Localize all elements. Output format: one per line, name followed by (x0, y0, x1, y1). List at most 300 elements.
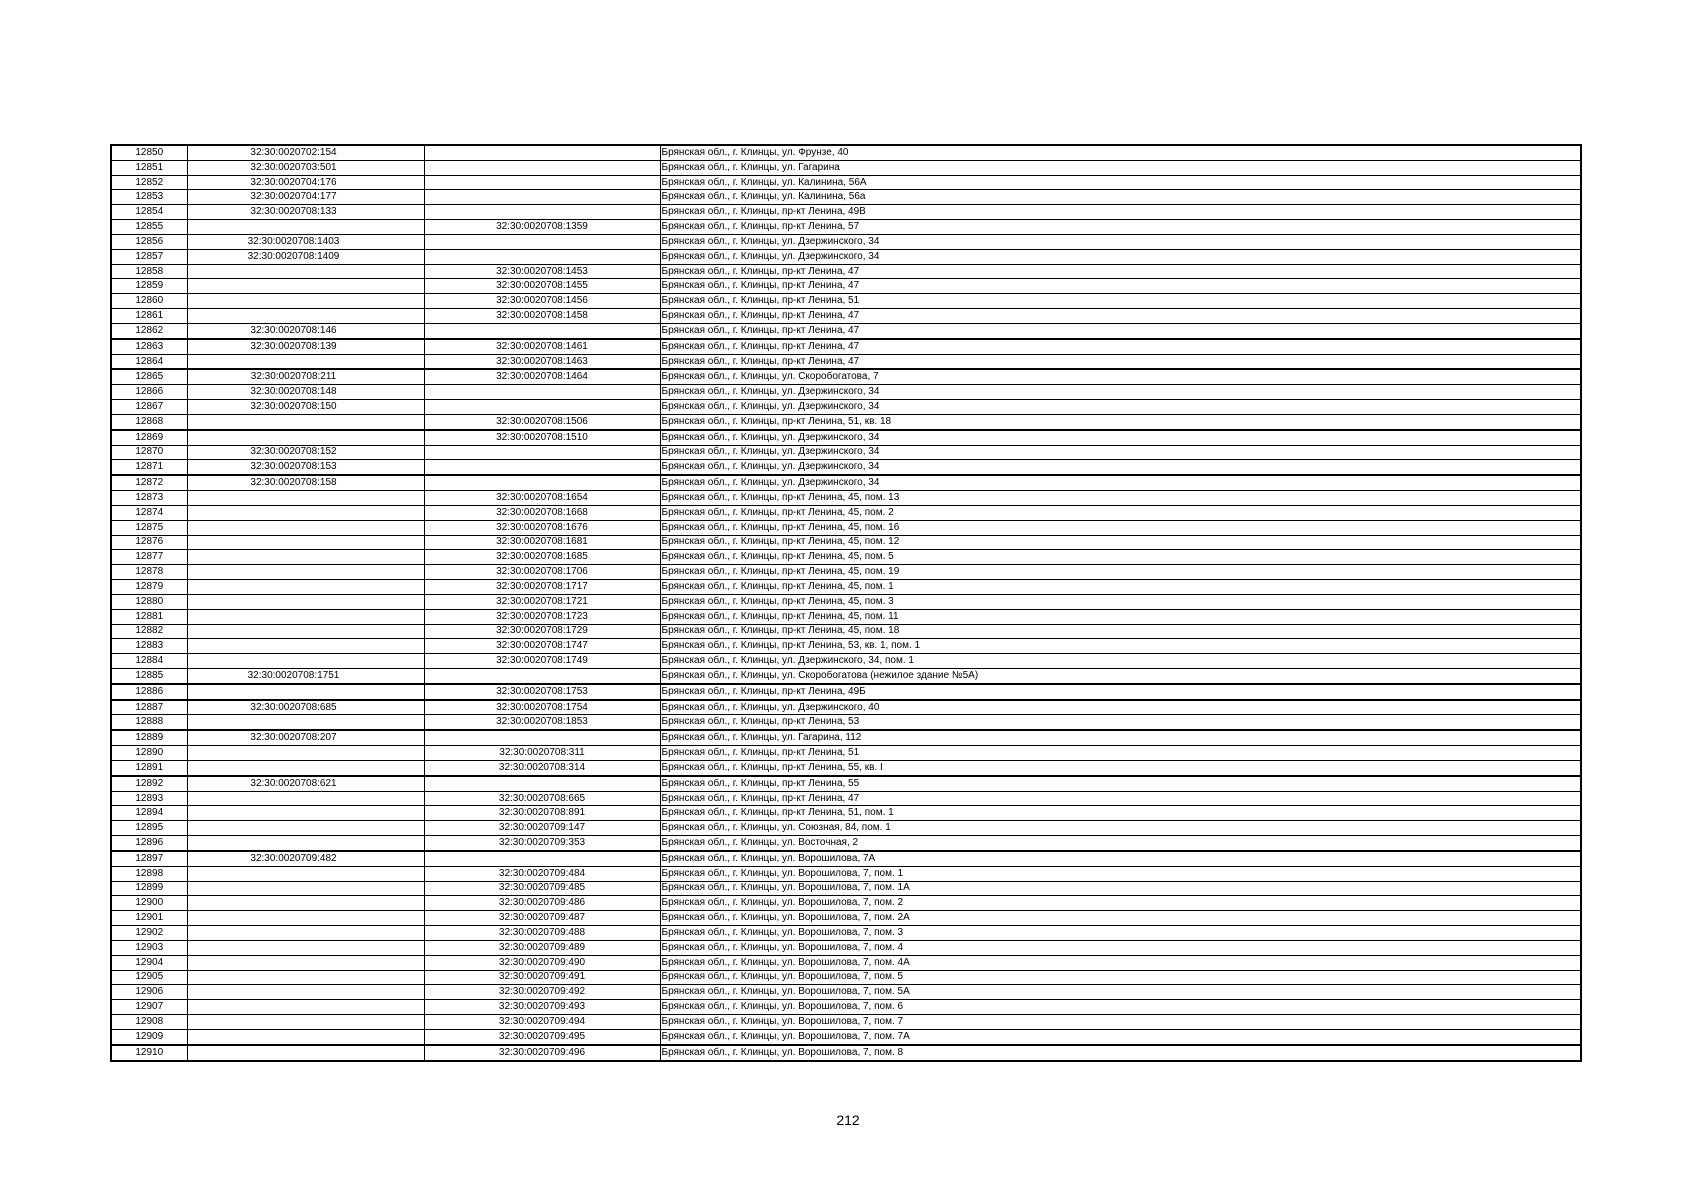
table-row (111, 955, 1581, 970)
table-row (111, 520, 1581, 535)
table-row (111, 1015, 1581, 1030)
row-number-cell: 12886 (111, 684, 187, 700)
table-row (111, 339, 1581, 354)
table-row (111, 580, 1581, 595)
address-cell: Брянская обл., г. Клинцы, ул. Ворошилова, 7, пом. 2А (660, 911, 1581, 926)
property-table (110, 144, 1582, 1062)
building-cadastral-cell: 32:30:0020709:482 (187, 851, 424, 866)
table-row (111, 264, 1581, 279)
row-number-cell: 12878 (111, 565, 187, 580)
address-cell: Брянская обл., г. Клинцы, пр-кт Ленина, 45, пом. 3 (660, 594, 1581, 609)
table-row (111, 414, 1581, 429)
building-cadastral-cell (187, 264, 424, 279)
building-cadastral-cell: 32:30:0020708:1409 (187, 249, 424, 264)
row-number-cell: 12898 (111, 866, 187, 881)
building-cadastral-cell (187, 926, 424, 941)
table-row (111, 430, 1581, 445)
address-cell: Брянская обл., г. Клинцы, ул. Дзержинского, 34 (660, 445, 1581, 460)
building-cadastral-cell (187, 955, 424, 970)
address-cell: Брянская обл., г. Клинцы, ул. Ворошилова, 7, пом. 8 (660, 1045, 1581, 1061)
address-cell: Брянская обл., г. Клинцы, ул. Дзержинского, 40 (660, 700, 1581, 715)
premises-cadastral-cell: 32:30:0020708:1359 (424, 220, 660, 235)
address-cell: Брянская обл., г. Клинцы, ул. Союзная, 84, пом. 1 (660, 821, 1581, 836)
premises-cadastral-cell: 32:30:0020708:1721 (424, 594, 660, 609)
address-cell: Брянская обл., г. Клинцы, ул. Дзержинского, 34 (660, 385, 1581, 400)
address-cell: Брянская обл., г. Клинцы, ул. Ворошилова, 7А (660, 851, 1581, 866)
address-cell: Брянская обл., г. Клинцы, ул. Ворошилова, 7, пом. 1 (660, 866, 1581, 881)
address-cell: Брянская обл., г. Клинцы, ул. Дзержинского, 34 (660, 475, 1581, 490)
address-cell: Брянская обл., г. Клинцы, пр-кт Ленина, 45, пом. 12 (660, 535, 1581, 550)
premises-cadastral-cell: 32:30:0020708:665 (424, 791, 660, 806)
row-number-cell: 12876 (111, 535, 187, 550)
table-row (111, 926, 1581, 941)
address-cell: Брянская обл., г. Клинцы, пр-кт Ленина, 47 (660, 791, 1581, 806)
address-cell: Брянская обл., г. Клинцы, пр-кт Ленина, 51 (660, 294, 1581, 309)
row-number-cell: 12865 (111, 369, 187, 384)
premises-cadastral-cell: 32:30:0020708:1676 (424, 520, 660, 535)
building-cadastral-cell (187, 294, 424, 309)
row-number-cell: 12888 (111, 715, 187, 730)
address-cell: Брянская обл., г. Клинцы, пр-кт Ленина, 47 (660, 354, 1581, 369)
row-number-cell: 12858 (111, 264, 187, 279)
row-number-cell: 12880 (111, 594, 187, 609)
building-cadastral-cell (187, 279, 424, 294)
premises-cadastral-cell (424, 460, 660, 475)
address-cell: Брянская обл., г. Клинцы, ул. Калинина, 56А (660, 175, 1581, 190)
table-row (111, 369, 1581, 384)
premises-cadastral-cell: 32:30:0020708:1461 (424, 339, 660, 354)
row-number-cell: 12906 (111, 985, 187, 1000)
building-cadastral-cell: 32:30:0020708:621 (187, 776, 424, 791)
premises-cadastral-cell: 32:30:0020708:1717 (424, 580, 660, 595)
row-number-cell: 12869 (111, 430, 187, 445)
building-cadastral-cell (187, 535, 424, 550)
row-number-cell: 12856 (111, 234, 187, 249)
building-cadastral-cell (187, 684, 424, 700)
premises-cadastral-cell: 32:30:0020708:1753 (424, 684, 660, 700)
building-cadastral-cell: 32:30:0020704:177 (187, 190, 424, 205)
table-row (111, 460, 1581, 475)
table-row (111, 279, 1581, 294)
premises-cadastral-cell: 32:30:0020709:488 (424, 926, 660, 941)
building-cadastral-cell (187, 911, 424, 926)
address-cell: Брянская обл., г. Клинцы, пр-кт Ленина, 53 (660, 715, 1581, 730)
table-row (111, 609, 1581, 624)
table-row (111, 911, 1581, 926)
table-row (111, 323, 1581, 338)
address-cell: Брянская обл., г. Клинцы, ул. Фрунзе, 40 (660, 145, 1581, 160)
row-number-cell: 12860 (111, 294, 187, 309)
premises-cadastral-cell (424, 730, 660, 745)
table-row (111, 715, 1581, 730)
building-cadastral-cell (187, 715, 424, 730)
table-row (111, 881, 1581, 896)
building-cadastral-cell (187, 505, 424, 520)
premises-cadastral-cell: 32:30:0020709:487 (424, 911, 660, 926)
table-row (111, 205, 1581, 220)
building-cadastral-cell: 32:30:0020708:150 (187, 400, 424, 415)
premises-cadastral-cell (424, 249, 660, 264)
table-row (111, 550, 1581, 565)
table-row (111, 668, 1581, 683)
building-cadastral-cell (187, 806, 424, 821)
address-cell: Брянская обл., г. Клинцы, пр-кт Ленина, 45, пом. 16 (660, 520, 1581, 535)
premises-cadastral-cell: 32:30:0020708:1685 (424, 550, 660, 565)
premises-cadastral-cell: 32:30:0020708:1464 (424, 369, 660, 384)
row-number-cell: 12850 (111, 145, 187, 160)
address-cell: Брянская обл., г. Клинцы, ул. Дзержинского, 34 (660, 249, 1581, 264)
row-number-cell: 12892 (111, 776, 187, 791)
table-row (111, 654, 1581, 669)
address-cell: Брянская обл., г. Клинцы, пр-кт Ленина, 51 (660, 746, 1581, 761)
address-cell: Брянская обл., г. Клинцы, пр-кт Ленина, 51, пом. 1 (660, 806, 1581, 821)
building-cadastral-cell (187, 220, 424, 235)
table-row (111, 730, 1581, 745)
premises-cadastral-cell (424, 234, 660, 249)
address-cell: Брянская обл., г. Клинцы, пр-кт Ленина, 45, пом. 19 (660, 565, 1581, 580)
building-cadastral-cell: 32:30:0020708:148 (187, 385, 424, 400)
row-number-cell: 12900 (111, 896, 187, 911)
premises-cadastral-cell: 32:30:0020709:494 (424, 1015, 660, 1030)
table-row (111, 684, 1581, 700)
premises-cadastral-cell: 32:30:0020708:311 (424, 746, 660, 761)
address-cell: Брянская обл., г. Клинцы, пр-кт Ленина, 47 (660, 279, 1581, 294)
building-cadastral-cell (187, 354, 424, 369)
address-cell: Брянская обл., г. Клинцы, пр-кт Ленина, 47 (660, 339, 1581, 354)
building-cadastral-cell: 32:30:0020704:176 (187, 175, 424, 190)
building-cadastral-cell (187, 1000, 424, 1015)
building-cadastral-cell: 32:30:0020708:152 (187, 445, 424, 460)
premises-cadastral-cell: 32:30:0020708:1749 (424, 654, 660, 669)
building-cadastral-cell: 32:30:0020702:154 (187, 145, 424, 160)
premises-cadastral-cell: 32:30:0020708:1456 (424, 294, 660, 309)
row-number-cell: 12867 (111, 400, 187, 415)
row-number-cell: 12877 (111, 550, 187, 565)
table-row (111, 249, 1581, 264)
premises-cadastral-cell (424, 323, 660, 338)
row-number-cell: 12870 (111, 445, 187, 460)
building-cadastral-cell (187, 791, 424, 806)
premises-cadastral-cell: 32:30:0020709:486 (424, 896, 660, 911)
premises-cadastral-cell: 32:30:0020708:1453 (424, 264, 660, 279)
row-number-cell: 12868 (111, 414, 187, 429)
premises-cadastral-cell (424, 175, 660, 190)
building-cadastral-cell (187, 609, 424, 624)
row-number-cell: 12903 (111, 940, 187, 955)
building-cadastral-cell: 32:30:0020708:133 (187, 205, 424, 220)
building-cadastral-cell (187, 639, 424, 654)
row-number-cell: 12887 (111, 700, 187, 715)
premises-cadastral-cell: 32:30:0020708:1455 (424, 279, 660, 294)
row-number-cell: 12854 (111, 205, 187, 220)
premises-cadastral-cell (424, 160, 660, 175)
row-number-cell: 12902 (111, 926, 187, 941)
building-cadastral-cell: 32:30:0020708:158 (187, 475, 424, 490)
row-number-cell: 12872 (111, 475, 187, 490)
premises-cadastral-cell: 32:30:0020709:491 (424, 970, 660, 985)
row-number-cell: 12909 (111, 1029, 187, 1044)
address-cell: Брянская обл., г. Клинцы, пр-кт Ленина, 45, пом. 13 (660, 491, 1581, 506)
premises-cadastral-cell: 32:30:0020708:1706 (424, 565, 660, 580)
table-row (111, 746, 1581, 761)
building-cadastral-cell (187, 896, 424, 911)
building-cadastral-cell: 32:30:0020708:1403 (187, 234, 424, 249)
address-cell: Брянская обл., г. Клинцы, ул. Ворошилова, 7, пом. 7А (660, 1029, 1581, 1044)
row-number-cell: 12852 (111, 175, 187, 190)
address-cell: Брянская обл., г. Клинцы, ул. Дзержинского, 34, пом. 1 (660, 654, 1581, 669)
row-number-cell: 12863 (111, 339, 187, 354)
premises-cadastral-cell (424, 475, 660, 490)
table-row (111, 1029, 1581, 1044)
premises-cadastral-cell (424, 190, 660, 205)
address-cell: Брянская обл., г. Клинцы, ул. Ворошилова, 7, пом. 4 (660, 940, 1581, 955)
building-cadastral-cell (187, 746, 424, 761)
building-cadastral-cell (187, 309, 424, 324)
premises-cadastral-cell: 32:30:0020708:1729 (424, 624, 660, 639)
address-cell: Брянская обл., г. Клинцы, пр-кт Ленина, 49Б (660, 684, 1581, 700)
building-cadastral-cell (187, 940, 424, 955)
address-cell: Брянская обл., г. Клинцы, ул. Дзержинского, 34 (660, 400, 1581, 415)
table-body (111, 145, 1581, 1061)
table-row (111, 475, 1581, 490)
address-cell: Брянская обл., г. Клинцы, ул. Гагарина (660, 160, 1581, 175)
building-cadastral-cell (187, 821, 424, 836)
address-cell: Брянская обл., г. Клинцы, пр-кт Ленина, 55, кв. I (660, 760, 1581, 775)
building-cadastral-cell (187, 430, 424, 445)
building-cadastral-cell: 32:30:0020703:501 (187, 160, 424, 175)
building-cadastral-cell: 32:30:0020708:211 (187, 369, 424, 384)
row-number-cell: 12884 (111, 654, 187, 669)
address-cell: Брянская обл., г. Клинцы, ул. Гагарина, 112 (660, 730, 1581, 745)
address-cell: Брянская обл., г. Клинцы, ул. Дзержинского, 34 (660, 430, 1581, 445)
row-number-cell: 12866 (111, 385, 187, 400)
building-cadastral-cell (187, 1029, 424, 1044)
table-row (111, 940, 1581, 955)
table-row (111, 970, 1581, 985)
premises-cadastral-cell: 32:30:0020708:1681 (424, 535, 660, 550)
address-cell: Брянская обл., г. Клинцы, пр-кт Ленина, 55 (660, 776, 1581, 791)
building-cadastral-cell: 32:30:0020708:153 (187, 460, 424, 475)
row-number-cell: 12851 (111, 160, 187, 175)
row-number-cell: 12864 (111, 354, 187, 369)
table-row (111, 505, 1581, 520)
address-cell: Брянская обл., г. Клинцы, ул. Ворошилова, 7, пом. 5 (660, 970, 1581, 985)
building-cadastral-cell (187, 1045, 424, 1061)
premises-cadastral-cell: 32:30:0020709:353 (424, 836, 660, 851)
address-cell: Брянская обл., г. Клинцы, пр-кт Ленина, 53, кв. 1, пом. 1 (660, 639, 1581, 654)
address-cell: Брянская обл., г. Клинцы, пр-кт Ленина, 47 (660, 264, 1581, 279)
address-cell: Брянская обл., г. Клинцы, ул. Калинина, 56а (660, 190, 1581, 205)
premises-cadastral-cell (424, 400, 660, 415)
table-row (111, 491, 1581, 506)
premises-cadastral-cell: 32:30:0020708:1506 (424, 414, 660, 429)
row-number-cell: 12894 (111, 806, 187, 821)
premises-cadastral-cell: 32:30:0020709:495 (424, 1029, 660, 1044)
premises-cadastral-cell: 32:30:0020708:1853 (424, 715, 660, 730)
row-number-cell: 12901 (111, 911, 187, 926)
premises-cadastral-cell: 32:30:0020709:496 (424, 1045, 660, 1061)
row-number-cell: 12883 (111, 639, 187, 654)
row-number-cell: 12885 (111, 668, 187, 683)
address-cell: Брянская обл., г. Клинцы, пр-кт Ленина, 45, пом. 18 (660, 624, 1581, 639)
premises-cadastral-cell: 32:30:0020708:1458 (424, 309, 660, 324)
building-cadastral-cell (187, 836, 424, 851)
table-row (111, 594, 1581, 609)
address-cell: Брянская обл., г. Клинцы, пр-кт Ленина, 51, кв. 18 (660, 414, 1581, 429)
table-row (111, 445, 1581, 460)
building-cadastral-cell: 32:30:0020708:207 (187, 730, 424, 745)
row-number-cell: 12855 (111, 220, 187, 235)
building-cadastral-cell (187, 760, 424, 775)
table-row (111, 836, 1581, 851)
row-number-cell: 12895 (111, 821, 187, 836)
building-cadastral-cell: 32:30:0020708:1751 (187, 668, 424, 683)
address-cell: Брянская обл., г. Клинцы, ул. Скоробогатова, 7 (660, 369, 1581, 384)
building-cadastral-cell (187, 580, 424, 595)
address-cell: Брянская обл., г. Клинцы, пр-кт Ленина, 57 (660, 220, 1581, 235)
building-cadastral-cell (187, 414, 424, 429)
premises-cadastral-cell: 32:30:0020708:1754 (424, 700, 660, 715)
table-row (111, 309, 1581, 324)
table-row (111, 385, 1581, 400)
table-row (111, 639, 1581, 654)
row-number-cell: 12907 (111, 1000, 187, 1015)
table-row (111, 700, 1581, 715)
building-cadastral-cell (187, 970, 424, 985)
premises-cadastral-cell (424, 776, 660, 791)
table-row (111, 851, 1581, 866)
row-number-cell: 12893 (111, 791, 187, 806)
address-cell: Брянская обл., г. Клинцы, ул. Скоробогатова (нежилое здание №5А) (660, 668, 1581, 683)
row-number-cell: 12910 (111, 1045, 187, 1061)
premises-cadastral-cell: 32:30:0020708:1463 (424, 354, 660, 369)
table-row (111, 776, 1581, 791)
premises-cadastral-cell (424, 205, 660, 220)
row-number-cell: 12853 (111, 190, 187, 205)
premises-cadastral-cell (424, 851, 660, 866)
row-number-cell: 12861 (111, 309, 187, 324)
table-row (111, 175, 1581, 190)
premises-cadastral-cell: 32:30:0020708:891 (424, 806, 660, 821)
row-number-cell: 12857 (111, 249, 187, 264)
row-number-cell: 12891 (111, 760, 187, 775)
address-cell: Брянская обл., г. Клинцы, ул. Ворошилова, 7, пом. 2 (660, 896, 1581, 911)
row-number-cell: 12873 (111, 491, 187, 506)
table-row (111, 896, 1581, 911)
table-row (111, 565, 1581, 580)
building-cadastral-cell (187, 881, 424, 896)
premises-cadastral-cell: 32:30:0020708:1654 (424, 491, 660, 506)
building-cadastral-cell (187, 550, 424, 565)
row-number-cell: 12871 (111, 460, 187, 475)
address-cell: Брянская обл., г. Клинцы, пр-кт Ленина, 49В (660, 205, 1581, 220)
address-cell: Брянская обл., г. Клинцы, ул. Восточная, 2 (660, 836, 1581, 851)
table-row (111, 294, 1581, 309)
row-number-cell: 12904 (111, 955, 187, 970)
premises-cadastral-cell: 32:30:0020708:1723 (424, 609, 660, 624)
table-row (111, 1045, 1581, 1061)
premises-cadastral-cell (424, 145, 660, 160)
row-number-cell: 12889 (111, 730, 187, 745)
building-cadastral-cell: 32:30:0020708:685 (187, 700, 424, 715)
address-cell: Брянская обл., г. Клинцы, ул. Ворошилова, 7, пом. 7 (660, 1015, 1581, 1030)
row-number-cell: 12874 (111, 505, 187, 520)
premises-cadastral-cell: 32:30:0020708:1747 (424, 639, 660, 654)
premises-cadastral-cell: 32:30:0020709:493 (424, 1000, 660, 1015)
page-number: 212 (836, 1112, 860, 1128)
premises-cadastral-cell: 32:30:0020709:492 (424, 985, 660, 1000)
premises-cadastral-cell: 32:30:0020709:485 (424, 881, 660, 896)
premises-cadastral-cell (424, 668, 660, 683)
table-row (111, 791, 1581, 806)
building-cadastral-cell (187, 565, 424, 580)
row-number-cell: 12882 (111, 624, 187, 639)
address-cell: Брянская обл., г. Клинцы, пр-кт Ленина, 45, пом. 1 (660, 580, 1581, 595)
address-cell: Брянская обл., г. Клинцы, ул. Ворошилова, 7, пом. 6 (660, 1000, 1581, 1015)
table-row (111, 760, 1581, 775)
premises-cadastral-cell: 32:30:0020708:314 (424, 760, 660, 775)
premises-cadastral-cell: 32:30:0020709:147 (424, 821, 660, 836)
table-row (111, 821, 1581, 836)
building-cadastral-cell (187, 985, 424, 1000)
table-row (111, 985, 1581, 1000)
address-cell: Брянская обл., г. Клинцы, ул. Ворошилова, 7, пом. 1А (660, 881, 1581, 896)
address-cell: Брянская обл., г. Клинцы, ул. Дзержинского, 34 (660, 234, 1581, 249)
address-cell: Брянская обл., г. Клинцы, ул. Ворошилова, 7, пом. 3 (660, 926, 1581, 941)
building-cadastral-cell (187, 594, 424, 609)
table-row (111, 624, 1581, 639)
building-cadastral-cell (187, 624, 424, 639)
building-cadastral-cell: 32:30:0020708:146 (187, 323, 424, 338)
table-row (111, 354, 1581, 369)
table-row (111, 806, 1581, 821)
premises-cadastral-cell: 32:30:0020708:1668 (424, 505, 660, 520)
address-cell: Брянская обл., г. Клинцы, ул. Дзержинского, 34 (660, 460, 1581, 475)
premises-cadastral-cell (424, 385, 660, 400)
row-number-cell: 12897 (111, 851, 187, 866)
premises-cadastral-cell (424, 445, 660, 460)
building-cadastral-cell (187, 1015, 424, 1030)
address-cell: Брянская обл., г. Клинцы, ул. Ворошилова, 7, пом. 5А (660, 985, 1581, 1000)
row-number-cell: 12879 (111, 580, 187, 595)
table-row (111, 220, 1581, 235)
table-row (111, 1000, 1581, 1015)
table-row (111, 190, 1581, 205)
building-cadastral-cell (187, 520, 424, 535)
table-row (111, 400, 1581, 415)
table-row (111, 535, 1581, 550)
table-row (111, 866, 1581, 881)
table-row (111, 160, 1581, 175)
address-cell: Брянская обл., г. Клинцы, пр-кт Ленина, 45, пом. 2 (660, 505, 1581, 520)
row-number-cell: 12908 (111, 1015, 187, 1030)
row-number-cell: 12896 (111, 836, 187, 851)
building-cadastral-cell: 32:30:0020708:139 (187, 339, 424, 354)
table-row (111, 145, 1581, 160)
row-number-cell: 12875 (111, 520, 187, 535)
building-cadastral-cell (187, 491, 424, 506)
row-number-cell: 12859 (111, 279, 187, 294)
row-number-cell: 12899 (111, 881, 187, 896)
address-cell: Брянская обл., г. Клинцы, пр-кт Ленина, 47 (660, 323, 1581, 338)
table-row (111, 234, 1581, 249)
row-number-cell: 12862 (111, 323, 187, 338)
premises-cadastral-cell: 32:30:0020709:489 (424, 940, 660, 955)
address-cell: Брянская обл., г. Клинцы, ул. Ворошилова, 7, пом. 4А (660, 955, 1581, 970)
row-number-cell: 12905 (111, 970, 187, 985)
address-cell: Брянская обл., г. Клинцы, пр-кт Ленина, 47 (660, 309, 1581, 324)
building-cadastral-cell (187, 866, 424, 881)
